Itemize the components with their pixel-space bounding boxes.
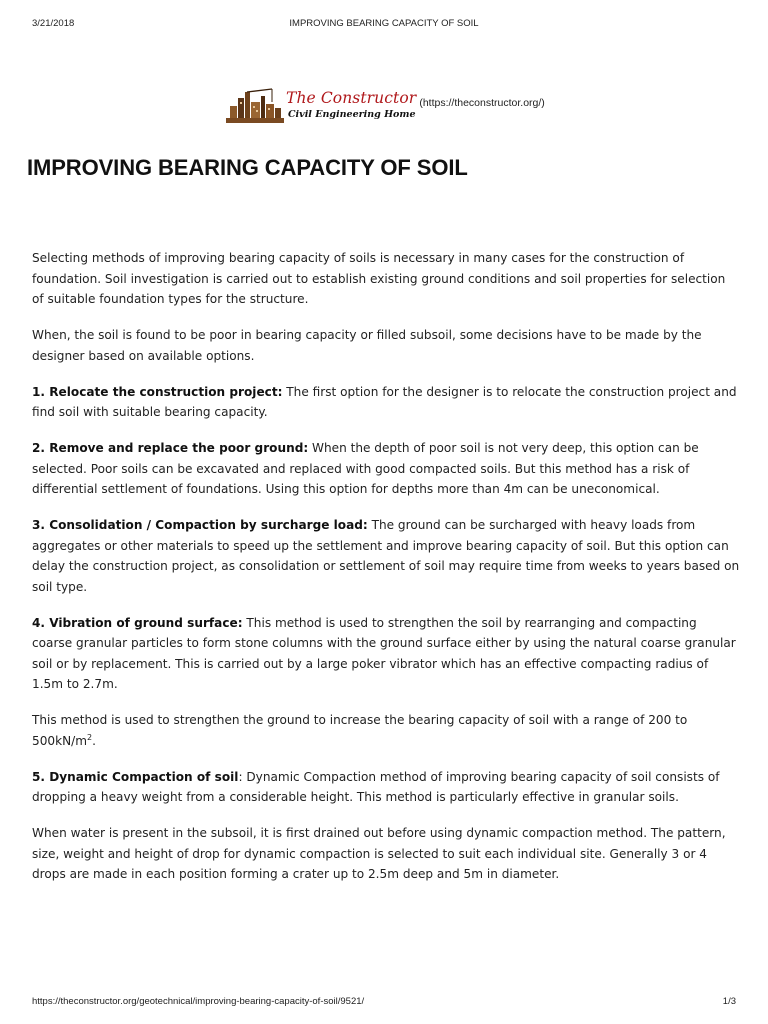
paragraph-vibration bbox=[32, 613, 740, 695]
logo-text[interactable] bbox=[286, 88, 416, 119]
article-body bbox=[32, 248, 740, 900]
superscript-two: 2 bbox=[87, 732, 93, 742]
footer-url: https://theconstructor.org/geotechnical/improving-bearing-capacity-of-soil/9521/ bbox=[32, 996, 365, 1007]
heading-remove-replace: 2. Remove and replace the poor ground: bbox=[32, 441, 309, 455]
logo-building-icon[interactable] bbox=[226, 88, 284, 126]
text-vibration: This method is used to strengthen the soil by rearranging and compacting coarse granular particles to form stone columns with the ground surface either by using the natural coarse granular soil or by replacement. This is carried out by a large poker vibrator which has an effective compacting radius of 1.5m to 2.7m. bbox=[32, 615, 736, 691]
page-number: 1/3 bbox=[722, 996, 736, 1007]
paragraph-water: When water is present in the subsoil, it is first drained out before using dynamic compaction method. The pattern, size, weight and height of drop for dynamic compaction is selected to suit each individual site. Generally 3 or 4 drops are made in each position forming a crater up to 2.5m deep and 5m in diameter. bbox=[32, 826, 726, 881]
text-consolidation: The ground can be surcharged with heavy loads from aggregates or other materials to speed up the settlement and improve bearing capacity of soil. But this option can delay the construction project, as consolidation or settlement of soil may require time from weeks to years based on soil type. bbox=[32, 518, 740, 594]
text-relocate: The first option for the designer is to relocate the construction project and find soil with suitable bearing capacity. bbox=[32, 384, 737, 419]
paragraph-remove-replace bbox=[32, 438, 740, 500]
text-remove-replace: When the depth of poor soil is not very deep, this option can be selected. Poor soils can be excavated and replaced with good compacted soils. But this method has a risk of differential settlement of foundations. Using this option for depths more than 4m can be uneconomical. bbox=[32, 441, 699, 496]
heading-relocate: 1. Relocate the construction project: bbox=[32, 384, 283, 399]
paragraph-consolidation bbox=[32, 515, 740, 597]
logo-tagline: Civil Engineering Home bbox=[288, 108, 416, 120]
print-date: 3/21/2018 bbox=[32, 18, 75, 29]
paragraph-dynamic bbox=[32, 767, 740, 808]
paragraph-relocate bbox=[32, 382, 740, 423]
article-title: IMPROVING BEARING CAPACITY OF SOIL bbox=[27, 155, 468, 180]
heading-vibration: 4. Vibration of ground surface: bbox=[32, 615, 243, 630]
text-vibration-range: This method is used to strengthen the ground to increase the bearing capacity of soil with a range of 200 to 500kN/m bbox=[32, 713, 688, 748]
heading-dynamic: 5. Dynamic Compaction of soil bbox=[32, 769, 239, 784]
logo-url-link[interactable]: (https://theconstructor.org/) bbox=[419, 97, 545, 109]
paragraph-options: When, the soil is found to be poor in bearing capacity or filled subsoil, some decisions have to be made by the designer based on available options. bbox=[32, 328, 702, 363]
print-footer bbox=[32, 996, 736, 1010]
text-dynamic: : Dynamic Compaction method of improving bearing capacity of soil consists of dropping a heavy weight from a considerable height. This method is particularly effective in granular soils. bbox=[32, 769, 720, 804]
paragraph-intro: Selecting methods of improving bearing capacity of soils is necessary in many cases for the construction of foundation. Soil investigation is carried out to establish existing ground conditions and soil properties for selection of suitable foundation types for the structure. bbox=[32, 251, 726, 306]
text-period: . bbox=[92, 733, 96, 748]
paragraph-vibration-range bbox=[32, 710, 740, 751]
print-header-title: IMPROVING BEARING CAPACITY OF SOIL bbox=[289, 18, 479, 29]
print-header bbox=[32, 18, 736, 32]
heading-consolidation: 3. Consolidation / Compaction by surcharge load: bbox=[32, 518, 368, 532]
logo-name[interactable]: The Constructor bbox=[286, 89, 417, 107]
site-logo-row bbox=[226, 88, 545, 128]
